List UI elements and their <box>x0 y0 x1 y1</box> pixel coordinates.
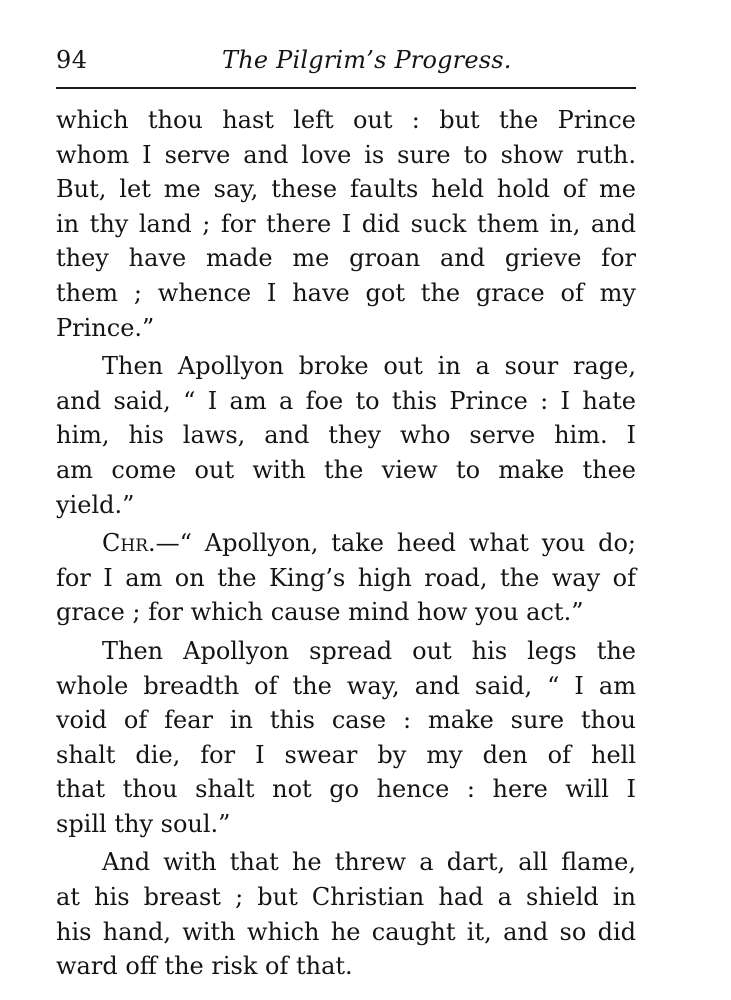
paragraph <box>56 845 636 983</box>
text-line: void of fear in this case : make sure thou <box>56 706 636 735</box>
text-line: Prince.” <box>56 313 155 342</box>
text-line: him, his laws, and they who serve him. I <box>56 421 636 450</box>
paragraph <box>56 526 636 630</box>
running-title: The Pilgrim’s Progress. <box>222 46 512 74</box>
text-line: for I am on the King’s high road, the way of <box>56 563 636 592</box>
speaker-label: Chr. <box>102 529 156 558</box>
text-line: them ; whence I have got the grace of my <box>56 278 636 307</box>
header-rule <box>56 87 636 89</box>
paragraph <box>56 103 636 345</box>
text-line: which thou hast left out : but the Prince <box>56 106 636 134</box>
text-line: Then Apollyon spread out his legs the <box>102 636 636 665</box>
text-line: spill thy soul.” <box>56 809 231 838</box>
text-line: yield.” <box>56 490 135 519</box>
text-line <box>56 526 636 561</box>
text-line: And with that he threw a dart, all flame, <box>102 848 636 877</box>
text-line: at his breast ; but Christian had a shield in <box>56 883 636 912</box>
text-line: grace ; for which cause mind how you act.” <box>56 598 584 627</box>
page-number: 94 <box>56 46 88 74</box>
text-line: am come out with the view to make thee <box>56 455 636 484</box>
body-text <box>56 103 636 984</box>
text-fragment: —“ Apollyon, take heed what you do; <box>155 529 636 558</box>
text-line: But, let me say, these faults held hold of me <box>56 175 636 204</box>
text-line: Then Apollyon broke out in a sour rage, <box>102 352 636 381</box>
text-line: shalt die, for I swear by my den of hell <box>56 740 636 769</box>
text-line: that thou shalt not go hence : here will I <box>56 775 636 804</box>
text-line: and said, “ I am a foe to this Prince : I hate <box>56 386 636 415</box>
paragraph <box>56 634 636 842</box>
paragraph <box>56 349 636 522</box>
text-line: whole breadth of the way, and said, “ I am <box>56 671 636 700</box>
text-line: they have made me groan and grieve for <box>56 244 636 273</box>
page-header <box>56 42 636 82</box>
text-line: his hand, with which he caught it, and so did <box>56 917 636 946</box>
text-line: ward off the risk of that. <box>56 952 353 981</box>
text-line: whom I serve and love is sure to show ruth. <box>56 140 636 169</box>
text-line: in thy land ; for there I did suck them in, and <box>56 209 636 238</box>
